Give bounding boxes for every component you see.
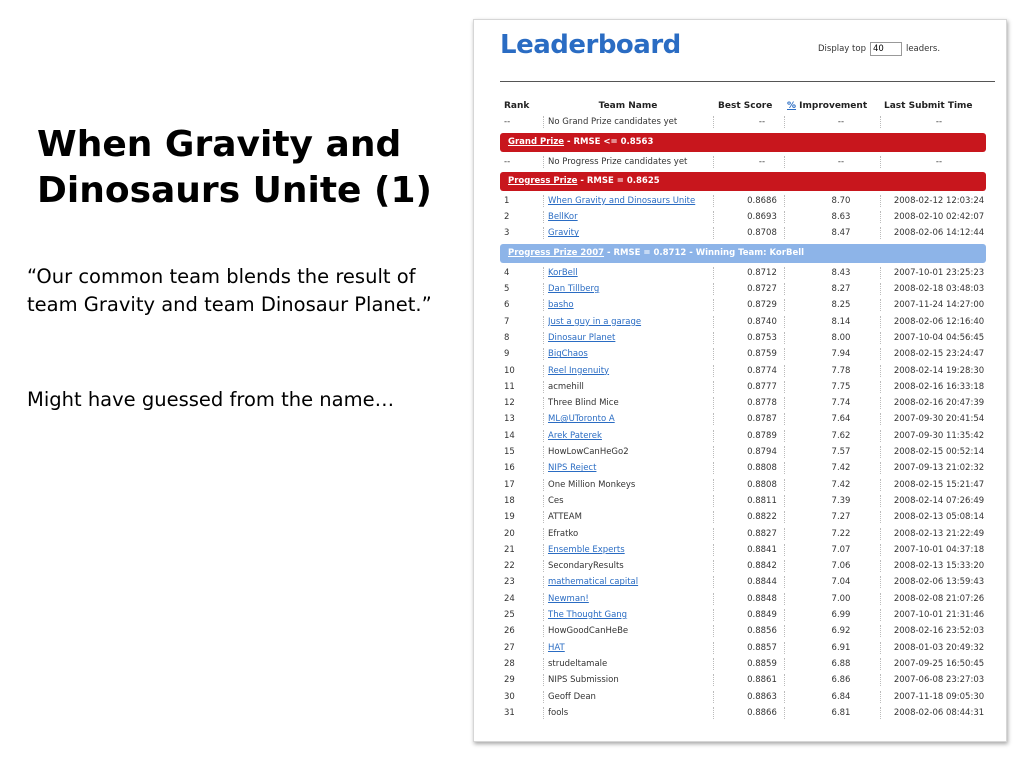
rank-cell: 27: [504, 642, 515, 653]
table-row: [500, 705, 986, 721]
rank-cell: 25: [504, 610, 515, 621]
team-link[interactable]: basho: [548, 300, 574, 311]
team-cell: Geoff Dean: [548, 691, 596, 702]
improvement-cell: 6.88: [831, 658, 851, 669]
percent-link[interactable]: %: [787, 101, 797, 111]
team-cell: HowGoodCanHeBe: [548, 626, 629, 637]
table-header-row: [500, 98, 986, 114]
table-row: [500, 330, 986, 346]
score-cell: 0.8822: [747, 512, 777, 523]
rank-cell: 9: [504, 349, 510, 360]
score-cell: 0.8808: [747, 463, 777, 474]
score-cell: 0.8740: [747, 316, 777, 327]
team-cell[interactable]: [548, 193, 708, 209]
display-top-prefix: Display top: [818, 44, 866, 54]
rank-cell: 29: [504, 675, 515, 686]
team-cell[interactable]: [548, 411, 708, 427]
rank-cell: 28: [504, 658, 515, 669]
time-cell: 2007-11-24 14:27:00: [893, 300, 985, 311]
rank-cell: 31: [504, 707, 515, 718]
time-cell: 2008-02-12 12:03:24: [893, 195, 985, 206]
score-cell: 0.8729: [747, 300, 777, 311]
improvement-cell: --: [837, 156, 845, 167]
score-cell: 0.8811: [747, 495, 777, 506]
time-cell: --: [935, 156, 943, 167]
time-cell: 2008-02-06 14:12:44: [893, 228, 985, 239]
score-cell: 0.8712: [747, 267, 777, 278]
display-top-control: [818, 42, 940, 56]
grand-candidates-row: [500, 114, 986, 130]
team-cell: strudeltamale: [548, 658, 608, 669]
table-row: [500, 346, 986, 362]
time-cell: 2008-02-13 21:22:49: [893, 528, 985, 539]
team-cell: One Million Monkeys: [548, 479, 636, 490]
rank-cell: 12: [504, 398, 515, 409]
time-cell: 2008-02-15 00:52:14: [893, 447, 985, 458]
score-cell: 0.8759: [747, 349, 777, 360]
display-top-input[interactable]: [870, 42, 902, 56]
team-cell[interactable]: [548, 640, 708, 656]
team-cell: Efratko: [548, 528, 579, 539]
col-time: Last Submit Time: [884, 101, 973, 111]
col-improvement: [787, 98, 882, 114]
score-cell: 0.8778: [747, 398, 777, 409]
team-link[interactable]: mathematical capital: [548, 577, 639, 588]
table-row: [500, 656, 986, 672]
score-cell: 0.8861: [747, 675, 777, 686]
team-cell[interactable]: [548, 297, 708, 313]
col-team: Team Name: [598, 101, 658, 111]
rank-cell: --: [504, 117, 511, 128]
team-link[interactable]: When Gravity and Dinosaurs Unite: [548, 195, 696, 206]
header-divider: [500, 81, 995, 82]
progress-candidates-row: [500, 154, 986, 170]
rank-cell: 1: [504, 195, 510, 206]
time-cell: 2008-02-06 13:59:43: [893, 577, 985, 588]
team-link[interactable]: The Thought Gang: [548, 610, 628, 621]
rank-cell: --: [504, 156, 511, 167]
time-cell: 2007-09-30 20:41:54: [893, 414, 985, 425]
table-row: [500, 193, 986, 209]
rank-cell: 6: [504, 300, 510, 311]
improvement-cell: 6.86: [831, 675, 851, 686]
time-cell: 2007-06-08 23:27:03: [893, 675, 985, 686]
leaderboard-heading: Leaderboard: [500, 30, 681, 60]
table-row: [500, 672, 986, 688]
table-row: [500, 558, 986, 574]
team-cell: ATTEAM: [548, 512, 582, 523]
table-row: [500, 542, 986, 558]
progress-prize-threshold: - RMSE = 0.8625: [577, 175, 660, 186]
improvement-cell: 8.00: [831, 332, 851, 343]
rank-cell: 24: [504, 593, 515, 604]
table-row: [500, 623, 986, 639]
improvement-cell: 7.22: [831, 528, 851, 539]
table-row: [500, 411, 986, 427]
team-link[interactable]: NIPS Reject: [548, 463, 597, 474]
improvement-cell: 8.14: [831, 316, 851, 327]
improvement-cell: 7.57: [831, 447, 851, 458]
table-row: [500, 281, 986, 297]
team-link[interactable]: ML@UToronto A: [548, 414, 615, 425]
time-cell: 2008-02-10 02:42:07: [893, 212, 985, 223]
improvement-cell: 6.81: [831, 707, 851, 718]
improvement-cell: --: [837, 117, 845, 128]
rank-cell: 7: [504, 316, 510, 327]
table-row: [500, 477, 986, 493]
grand-prize-link[interactable]: Grand Prize: [508, 136, 565, 147]
score-cell: --: [758, 156, 766, 167]
score-cell: 0.8857: [747, 642, 777, 653]
time-cell: 2007-09-25 16:50:45: [893, 658, 985, 669]
rank-cell: 2: [504, 212, 510, 223]
slide-note: Might have guessed from the name…: [27, 388, 395, 411]
improvement-cell: 7.06: [831, 561, 851, 572]
score-cell: 0.8849: [747, 610, 777, 621]
score-cell: 0.8842: [747, 561, 777, 572]
team-cell[interactable]: [548, 591, 708, 607]
team-cell[interactable]: [548, 542, 708, 558]
time-cell: 2008-02-18 03:48:03: [893, 284, 985, 295]
score-cell: --: [758, 117, 766, 128]
team-link[interactable]: HAT: [548, 642, 565, 653]
team-cell: HowLowCanHeGo2: [548, 447, 629, 458]
score-cell: 0.8859: [747, 658, 777, 669]
table-row: [500, 574, 986, 590]
improvement-cell: 7.64: [831, 414, 851, 425]
table-row: [500, 640, 986, 656]
table-row: [500, 607, 986, 623]
time-cell: 2008-02-13 15:33:20: [893, 561, 985, 572]
team-cell[interactable]: [548, 607, 708, 623]
team-link[interactable]: BellKor: [548, 212, 578, 223]
table-row: [500, 395, 986, 411]
time-cell: 2007-10-04 04:56:45: [893, 332, 985, 343]
score-cell: 0.8841: [747, 544, 777, 555]
progress-prize-link[interactable]: Progress Prize: [508, 175, 578, 186]
rank-cell: 21: [504, 544, 515, 555]
time-cell: 2007-10-01 23:25:23: [893, 267, 985, 278]
score-cell: 0.8856: [747, 626, 777, 637]
table-row: [500, 460, 986, 476]
improvement-cell: 6.84: [831, 691, 851, 702]
team-cell: fools: [548, 707, 569, 718]
improvement-cell: 6.99: [831, 610, 851, 621]
rank-cell: 20: [504, 528, 515, 539]
improvement-cell: 7.39: [831, 495, 851, 506]
team-link[interactable]: BigChaos: [548, 349, 588, 360]
progress-prize-band: [500, 172, 986, 191]
rank-cell: 17: [504, 479, 515, 490]
improvement-cell: 8.47: [831, 228, 851, 239]
table-row: [500, 265, 986, 281]
team-link[interactable]: Gravity: [548, 228, 580, 239]
score-cell: 0.8827: [747, 528, 777, 539]
slide-quote: “Our common team blends the result of team Gravity and team Dinosaur Planet.”: [27, 265, 432, 316]
team-cell[interactable]: [548, 314, 708, 330]
team-cell: No Progress Prize candidates yet: [548, 156, 688, 167]
score-cell: 0.8774: [747, 365, 777, 376]
improvement-cell: 8.43: [831, 267, 851, 278]
score-cell: 0.8708: [747, 228, 777, 239]
team-cell: Ces: [548, 495, 564, 506]
score-cell: 0.8787: [747, 414, 777, 425]
team-link[interactable]: Ensemble Experts: [548, 544, 625, 555]
team-link[interactable]: Reel Ingenuity: [548, 365, 610, 376]
team-cell[interactable]: [548, 346, 708, 362]
table-row: [500, 509, 986, 525]
time-cell: 2008-02-15 23:24:47: [893, 349, 985, 360]
score-cell: 0.8789: [747, 430, 777, 441]
grand-prize-threshold: - RMSE <= 0.8563: [564, 136, 654, 147]
leaderboard-screenshot: [473, 19, 1007, 742]
team-link[interactable]: Arek Paterek: [548, 430, 602, 441]
rank-cell: 3: [504, 228, 510, 239]
time-cell: 2008-02-16 16:33:18: [893, 381, 985, 392]
time-cell: 2008-02-13 05:08:14: [893, 512, 985, 523]
progress-prize-2007-link[interactable]: Progress Prize 2007: [508, 247, 605, 258]
improvement-cell: 7.75: [831, 381, 851, 392]
time-cell: 2008-02-06 08:44:31: [893, 707, 985, 718]
team-link[interactable]: Newman!: [548, 593, 589, 604]
team-cell[interactable]: [548, 281, 708, 297]
table-row: [500, 526, 986, 542]
team-cell: SecondaryResults: [548, 561, 624, 572]
col-improvement-label: Improvement: [799, 101, 868, 111]
improvement-cell: 7.62: [831, 430, 851, 441]
rank-cell: 10: [504, 365, 515, 376]
rank-cell: 18: [504, 495, 515, 506]
table-row: [500, 297, 986, 313]
score-cell: 0.8794: [747, 447, 777, 458]
score-cell: 0.8693: [747, 212, 777, 223]
rank-cell: 5: [504, 284, 510, 295]
improvement-cell: 7.42: [831, 463, 851, 474]
improvement-cell: 8.63: [831, 212, 851, 223]
score-cell: 0.8753: [747, 332, 777, 343]
time-cell: 2007-10-01 21:31:46: [893, 610, 985, 621]
improvement-cell: 6.91: [831, 642, 851, 653]
team-cell[interactable]: [548, 209, 708, 225]
team-link[interactable]: Dan Tillberg: [548, 284, 600, 295]
improvement-cell: 7.78: [831, 365, 851, 376]
improvement-cell: 6.92: [831, 626, 851, 637]
leaderboard-table: [500, 98, 986, 721]
rank-cell: 8: [504, 332, 510, 343]
score-cell: 0.8686: [747, 195, 777, 206]
table-row: [500, 493, 986, 509]
time-cell: 2007-09-13 21:02:32: [893, 463, 985, 474]
team-cell[interactable]: [548, 330, 708, 346]
table-row: [500, 689, 986, 705]
improvement-cell: 7.27: [831, 512, 851, 523]
time-cell: 2008-02-16 23:52:03: [893, 626, 985, 637]
table-row: [500, 379, 986, 395]
rank-cell: 4: [504, 267, 510, 278]
col-rank: Rank: [504, 101, 530, 111]
rank-cell: 26: [504, 626, 515, 637]
time-cell: 2008-02-14 07:26:49: [893, 495, 985, 506]
team-cell[interactable]: [548, 363, 708, 379]
display-top-suffix: leaders.: [905, 44, 941, 54]
team-cell: acmehill: [548, 381, 584, 392]
table-row: [500, 444, 986, 460]
team-cell[interactable]: [548, 460, 708, 476]
team-cell: NIPS Submission: [548, 675, 619, 686]
rank-cell: 22: [504, 561, 515, 572]
team-cell: No Grand Prize candidates yet: [548, 117, 678, 128]
time-cell: 2008-01-03 20:49:32: [893, 642, 985, 653]
rank-cell: 13: [504, 414, 515, 425]
score-cell: 0.8777: [747, 381, 777, 392]
team-cell[interactable]: [548, 265, 708, 281]
improvement-cell: 7.42: [831, 479, 851, 490]
table-row: [500, 591, 986, 607]
grand-prize-band: [500, 133, 986, 152]
table-row: [500, 225, 986, 241]
time-cell: 2008-02-15 15:21:47: [893, 479, 985, 490]
team-cell[interactable]: [548, 574, 708, 590]
improvement-cell: 8.70: [831, 195, 851, 206]
ranked-rows: [500, 265, 986, 721]
time-cell: 2007-09-30 11:35:42: [893, 430, 985, 441]
time-cell: 2007-10-01 04:37:18: [893, 544, 985, 555]
time-cell: 2008-02-16 20:47:39: [893, 398, 985, 409]
slide-title: When Gravity and Dinosaurs Unite (1): [37, 124, 432, 211]
col-score: Best Score: [718, 101, 773, 111]
team-link[interactable]: Dinosaur Planet: [548, 332, 616, 343]
score-cell: 0.8808: [747, 479, 777, 490]
table-row: [500, 363, 986, 379]
time-cell: 2008-02-06 12:16:40: [893, 316, 985, 327]
rank-cell: 11: [504, 381, 515, 392]
progress-prize-2007-info: - RMSE = 0.8712 - Winning Team: KorBell: [604, 247, 805, 258]
improvement-cell: 8.25: [831, 300, 851, 311]
rank-cell: 30: [504, 691, 515, 702]
score-cell: 0.8844: [747, 577, 777, 588]
rank-cell: 23: [504, 577, 515, 588]
time-cell: 2008-02-08 21:07:26: [893, 593, 985, 604]
time-cell: --: [935, 117, 943, 128]
top-rows: [500, 193, 986, 242]
improvement-cell: 7.04: [831, 577, 851, 588]
score-cell: 0.8848: [747, 593, 777, 604]
time-cell: 2007-11-18 09:05:30: [893, 691, 985, 702]
team-cell[interactable]: [548, 225, 708, 241]
progress-prize-2007-band: [500, 244, 986, 263]
rank-cell: 19: [504, 512, 515, 523]
improvement-cell: 7.94: [831, 349, 851, 360]
improvement-cell: 8.27: [831, 284, 851, 295]
score-cell: 0.8866: [747, 707, 777, 718]
score-cell: 0.8727: [747, 284, 777, 295]
improvement-cell: 7.07: [831, 544, 851, 555]
table-row: [500, 428, 986, 444]
team-cell[interactable]: [548, 428, 708, 444]
team-cell: Three Blind Mice: [548, 398, 619, 409]
rank-cell: 15: [504, 447, 515, 458]
rank-cell: 14: [504, 430, 515, 441]
rank-cell: 16: [504, 463, 515, 474]
time-cell: 2008-02-14 19:28:30: [893, 365, 985, 376]
improvement-cell: 7.00: [831, 593, 851, 604]
score-cell: 0.8863: [747, 691, 777, 702]
table-row: [500, 314, 986, 330]
team-link[interactable]: Just a guy in a garage: [548, 316, 642, 327]
table-row: [500, 209, 986, 225]
team-link[interactable]: KorBell: [548, 267, 578, 278]
improvement-cell: 7.74: [831, 398, 851, 409]
